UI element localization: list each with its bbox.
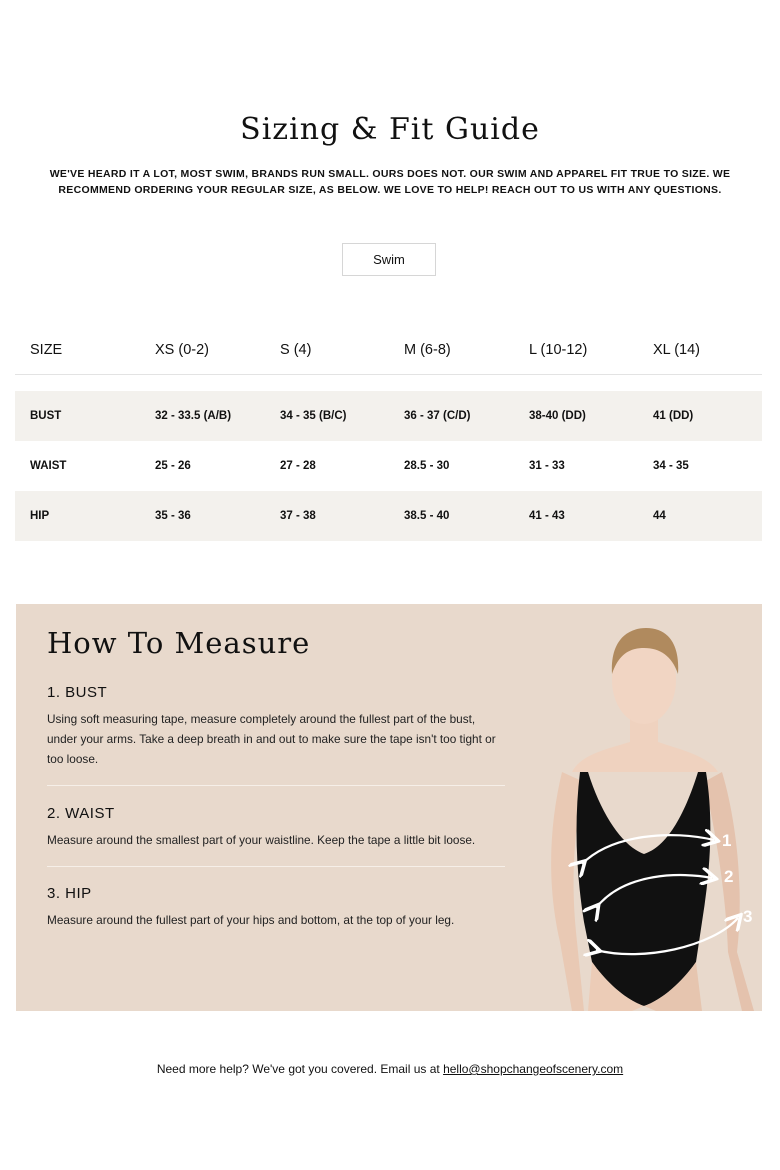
header-xs: XS (0-2) <box>155 342 209 358</box>
row-label: WAIST <box>30 460 67 472</box>
how-to-measure-panel <box>16 604 762 1011</box>
step-text: Using soft measuring tape, measure completely around the fullest part of the bust, under your arms. Take a deep breath in and out to make sure the tape isn't too tight or too loose. <box>47 712 496 766</box>
step-title: 2. WAIST <box>47 805 115 822</box>
email-link[interactable]: hello@shopchangeofscenery.com <box>443 1062 624 1076</box>
measure-heading: How To Measure <box>47 626 311 660</box>
footer-text: Need more help? We've got you covered. Email us at <box>156 1062 444 1076</box>
header-l: L (10-12) <box>529 342 588 358</box>
divider <box>47 866 505 867</box>
table-header-row <box>15 326 762 375</box>
header-s: S (4) <box>280 342 312 358</box>
table-row <box>15 391 762 441</box>
table-cell: 34 - 35 <box>653 460 689 472</box>
step-hip <box>47 885 505 930</box>
table-cell: 32 - 33.5 (A/B) <box>155 410 232 422</box>
table-cell: 37 - 38 <box>280 510 316 522</box>
table-cell: 44 <box>653 510 666 522</box>
step-text: Measure around the fullest part of your hips and bottom, at the top of your leg. <box>47 913 455 927</box>
size-chart-table <box>15 326 762 541</box>
table-row <box>15 491 762 541</box>
table-cell: 41 - 43 <box>529 510 565 522</box>
help-footer <box>0 1062 780 1076</box>
table-cell: 25 - 26 <box>155 460 191 472</box>
marker-1: 1 <box>722 831 732 850</box>
page-title: Sizing & Fit Guide <box>240 112 540 147</box>
model-illustration <box>532 622 762 1011</box>
header-m: M (6-8) <box>404 342 451 358</box>
table-cell: 34 - 35 (B/C) <box>280 410 347 422</box>
tab-swim[interactable]: Swim <box>342 243 436 276</box>
step-text: Measure around the smallest part of your waistline. Keep the tape a little bit loose. <box>47 833 476 847</box>
table-cell: 36 - 37 (C/D) <box>404 410 471 422</box>
step-waist <box>47 805 505 850</box>
table-cell: 27 - 28 <box>280 460 316 472</box>
step-title: 1. BUST <box>47 684 108 701</box>
table-cell: 41 (DD) <box>653 410 694 422</box>
divider <box>47 785 505 786</box>
table-row <box>15 441 762 491</box>
marker-3: 3 <box>743 907 753 926</box>
table-cell: 38.5 - 40 <box>404 510 450 522</box>
row-label: HIP <box>30 510 50 522</box>
table-cell: 31 - 33 <box>529 460 565 472</box>
marker-2: 2 <box>724 867 734 886</box>
row-label: BUST <box>30 410 62 422</box>
step-title: 3. HIP <box>47 885 92 902</box>
step-bust <box>47 684 505 769</box>
table-cell: 35 - 36 <box>155 510 191 522</box>
intro-text: WE'VE HEARD IT A LOT, MOST SWIM, BRANDS RUN SMALL. OURS DOES NOT. OUR SWIM AND APPAREL FIT TRUE TO SIZE. WE RECOMMEND ORDERING YOUR REGULAR SIZE, AS BELOW. WE LOVE TO HELP! REACH OUT TO US WITH ANY QUESTIONS. <box>49 168 731 196</box>
header-xl: XL (14) <box>653 342 701 358</box>
table-cell: 28.5 - 30 <box>404 460 450 472</box>
header-size: SIZE <box>30 342 63 358</box>
table-cell: 38-40 (DD) <box>529 410 586 422</box>
right-arm <box>704 772 754 1011</box>
